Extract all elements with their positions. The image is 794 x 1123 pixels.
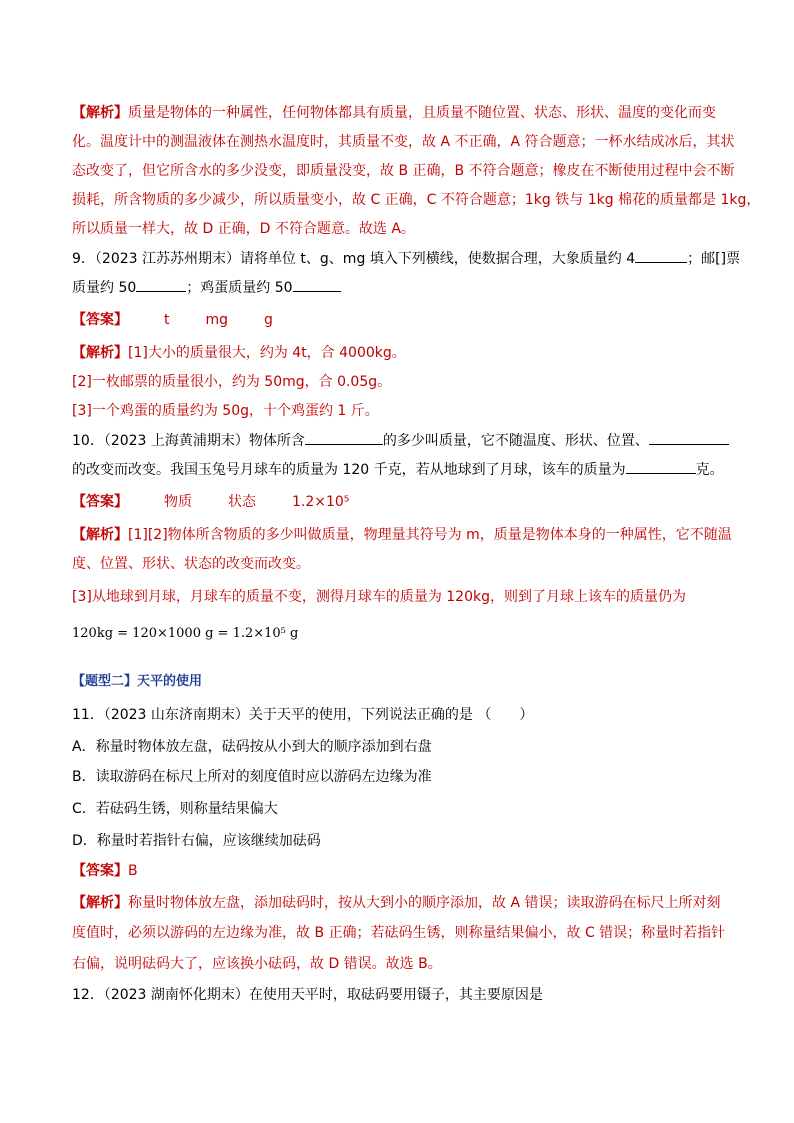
answer-value: B [128, 863, 138, 879]
question-9-analysis [72, 343, 406, 363]
analysis-tag: 【解析】 [72, 527, 128, 543]
question-text: 克。 [695, 462, 724, 478]
analysis-line: 所以质量一样大，故 D 正确，D 不符合题意。故选 A。 [72, 221, 415, 237]
analysis-tag: 【解析】 [72, 105, 128, 121]
question-text: ；鸡蛋质量约 50 [186, 280, 293, 296]
analysis-line: 度、位置、形状、状态的改变而改变。 [72, 556, 310, 572]
question-text: 质量约 50 [72, 280, 137, 296]
question-9-stem-line2 [72, 277, 341, 298]
answer-value: 1.2×10⁵ [292, 494, 350, 510]
answer-blank [649, 430, 729, 445]
analysis-line: 态改变了，但它所含水的多少没变，即质量没变，故 B 正确，B 不符合题意；橡皮在不断使用过程中会不断 [72, 163, 735, 179]
answer-value: g [264, 312, 273, 328]
question-11-answer [72, 861, 138, 881]
answer-value: mg [205, 312, 229, 328]
question-text: 的多少叫质量，它不随温度、形状、位置、 [382, 433, 649, 449]
analysis-tag: 【解析】 [72, 895, 128, 911]
analysis-line: [1]大小的质量很大，约为 4t，合 4000kg。 [128, 345, 406, 361]
answer-value: 状态 [228, 494, 256, 510]
question-10-stem-line2 [72, 459, 724, 480]
question-10-analysis [72, 525, 732, 545]
section-heading: 【题型二】天平的使用 [72, 674, 203, 689]
question-10-stem [72, 430, 729, 451]
answer-blank [293, 277, 341, 292]
analysis-line: 化。温度计中的测温液体在测热水温度时，其质量不变，故 A 不正确，A 符合题意；一杯水结成冰后，其状 [72, 134, 735, 150]
formula: 120kg = 120×1000 g = 1.2×10⁵ g [72, 626, 299, 641]
question-11-analysis [72, 893, 720, 913]
analysis-line: [2]一枚邮票的质量很小，约为 50mg，合 0.05g。 [72, 374, 392, 390]
answer-blank [635, 248, 687, 263]
answer-blank [305, 430, 383, 445]
analysis-line: 称量时物体放左盘，添加砝码时，按从大到小的顺序添加，故 A 错误；读取游码在标尺上所对刻 [128, 895, 721, 911]
answer-tag: 【答案】 [72, 494, 128, 510]
option-b: B．读取游码在标尺上所对的刻度值时应以游码左边缘为准 [72, 769, 432, 785]
option-d: D．称量时若指针右偏，应该继续加砝码 [72, 833, 321, 849]
question-text: ；邮[]票 [687, 251, 741, 267]
answer-blank [136, 277, 186, 292]
question-11-stem: 11．（2023 山东济南期末）关于天平的使用，下列说法正确的是 （ ） [72, 707, 534, 723]
answer-tag: 【答案】 [72, 312, 128, 328]
option-a: A．称量时物体放左盘，砝码按从小到大的顺序添加到右盘 [72, 739, 432, 755]
analysis-line: 度值时，必须以游码的左边缘为准，故 B 正确；若砝码生锈，则称量结果偏小，故 C 错误；称量时若指针 [72, 925, 726, 941]
question-text: 9．（2023 江苏苏州期末）请将单位 t、g、mg 填入下列横线，使数据合理，大象质量约 4 [72, 251, 636, 267]
analysis-line: 损耗，所含物质的多少减少，所以质量变小，故 C 正确，C 不符合题意；1kg 铁与 1kg 棉花的质量都是 1kg， [72, 192, 761, 208]
question-text: 10．（2023 上海黄浦期末）物体所含 [72, 433, 305, 449]
analysis-line: 质量是物体的一种属性，任何物体都具有质量，且质量不随位置、状态、形状、温度的变化而变 [128, 105, 716, 121]
analysis-line: [3]一个鸡蛋的质量约为 50g，十个鸡蛋约 1 斤。 [72, 403, 379, 419]
answer-value: 物质 [164, 494, 192, 510]
question-12-stem: 12．（2023 湖南怀化期末）在使用天平时，取砝码要用镊子，其主要原因是 [72, 987, 543, 1003]
question-10-answer [72, 492, 349, 512]
question-9-answer [72, 310, 273, 330]
option-c: C．若砝码生锈，则称量结果偏大 [72, 801, 278, 817]
analysis-line: [3]从地球到月球，月球车的质量不变，测得月球车的质量为 120kg，则到了月球上该车的质量仍为 [72, 589, 686, 605]
answer-value: t [164, 312, 170, 328]
answer-blank [626, 459, 696, 474]
analysis-tag: 【解析】 [72, 345, 128, 361]
analysis-line: [1][2]物体所含物质的多少叫做质量，物理量其符号为 m，质量是物体本身的一种属性，它不随温 [128, 527, 732, 543]
answer-tag: 【答案】 [72, 863, 128, 879]
analysis-line: 右偏，说明砝码大了，应该换小砝码，故 D 错误。故选 B。 [72, 956, 442, 972]
question-9-stem [72, 248, 740, 269]
question-text: 的改变而改变。我国玉兔号月球车的质量为 120 千克，若从地球到了月球，该车的质量为 [72, 462, 626, 478]
analysis-paragraph [72, 103, 716, 123]
